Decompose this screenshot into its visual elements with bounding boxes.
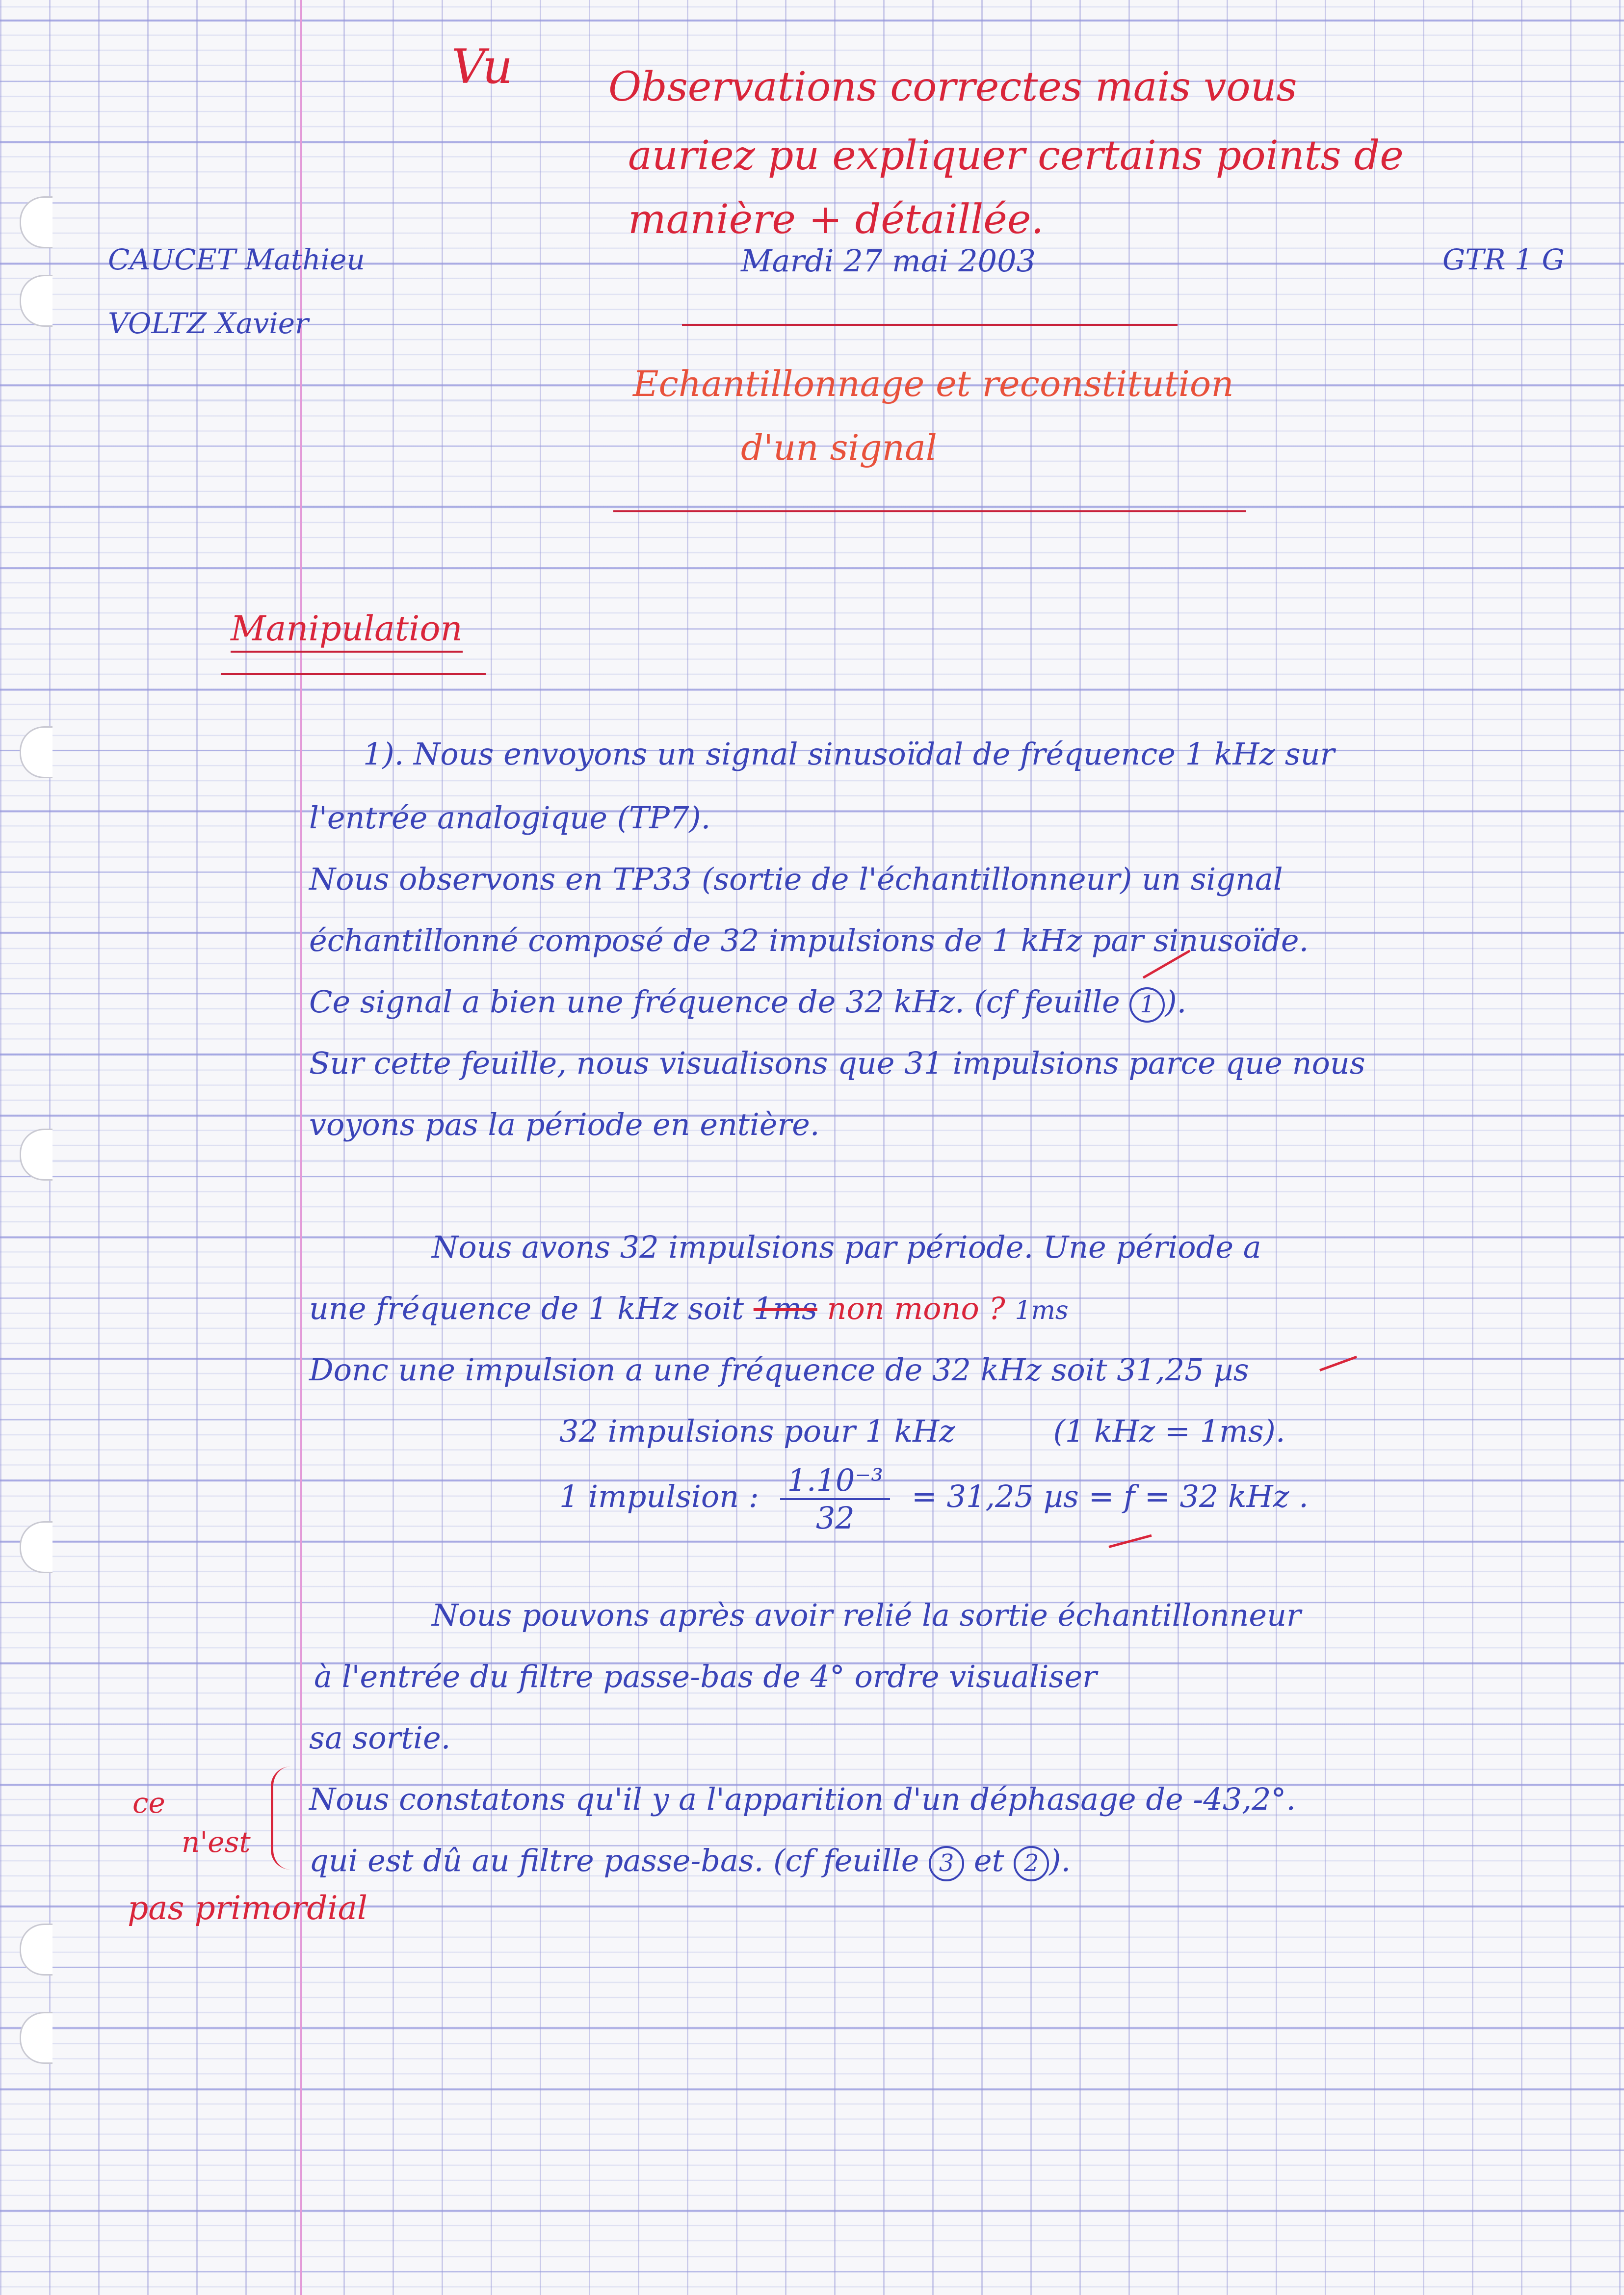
student-name: VOLTZ Xavier	[108, 307, 309, 340]
sheet-reference: 3	[929, 1846, 964, 1881]
body-line-text: et	[973, 1843, 1004, 1878]
body-line-text: ).	[1049, 1843, 1071, 1878]
sheet-reference: 1	[1129, 987, 1165, 1023]
body-line	[559, 1413, 1285, 1449]
margin-line	[300, 0, 302, 2295]
document-title: d'un signal	[741, 427, 937, 468]
binder-hole	[20, 196, 52, 248]
body-line: Nous avons 32 impulsions par période. Une période a	[432, 1229, 1261, 1265]
formula-result: = 31,25 µs = f = 32 kHz .	[911, 1478, 1309, 1515]
body-line: l'entrée analogique (TP7).	[309, 800, 711, 836]
section-heading: Manipulation	[231, 608, 463, 653]
check-mark	[1108, 1534, 1152, 1548]
body-line: Nous constatons qu'il y a l'apparition d'un déphasage de -43,2°.	[309, 1781, 1296, 1817]
body-line: Nous pouvons après avoir relié la sortie échantillonneur	[432, 1597, 1301, 1633]
binder-hole	[20, 726, 52, 778]
teacher-comment-line: Observations correctes mais vous	[608, 64, 1297, 110]
body-line	[309, 1291, 1069, 1326]
binder-hole	[20, 275, 52, 327]
check-mark	[1319, 1356, 1357, 1372]
student-name: CAUCET Mathieu	[108, 243, 365, 276]
title-rule-bottom	[613, 510, 1246, 512]
fraction-denominator: 32	[815, 1500, 855, 1536]
body-line: à l'entrée du filtre passe-bas de 4° ordre visualiser	[314, 1659, 1097, 1694]
title-rule-top	[682, 324, 1178, 326]
binder-hole	[20, 2012, 52, 2064]
binder-hole	[20, 1924, 52, 1976]
body-line-text: une fréquence de 1 kHz soit	[309, 1291, 744, 1326]
sheet-reference: 2	[1014, 1846, 1049, 1881]
teacher-grade: Vu	[451, 39, 513, 94]
body-line: échantillonné composé de 32 impulsions de 1 kHz par sinusoïde.	[309, 923, 1309, 958]
body-line-text: qui est dû au filtre passe-bas. (cf feuille	[309, 1843, 919, 1878]
body-line-text: 32 impulsions pour 1 kHz	[559, 1413, 955, 1449]
fraction-numerator: 1.10⁻³	[780, 1462, 890, 1500]
body-line: voyons pas la période en entière.	[309, 1107, 820, 1142]
document-title: Echantillonnage et reconstitution	[633, 363, 1234, 404]
body-line: Ce signal a bien une fréquence de 32 kHz. (cf feuille 1 ).	[309, 984, 1186, 1023]
document-date: Mardi 27 mai 2003	[741, 243, 1036, 279]
body-line: Sur cette feuille, nous visualisons que 31 impulsions parce que nous	[309, 1045, 1365, 1081]
class-group: GTR 1 G	[1442, 243, 1565, 276]
margin-comment: n'est	[182, 1825, 251, 1859]
binder-hole	[20, 1521, 52, 1573]
body-line: sa sortie.	[309, 1720, 451, 1756]
body-line	[559, 1462, 1309, 1536]
teacher-comment-line: manière + détaillée.	[628, 196, 1044, 243]
fraction	[780, 1462, 890, 1536]
binder-hole	[20, 1129, 52, 1181]
body-line-text: Ce signal a bien une fréquence de 32 kHz. (cf feuille	[309, 984, 1120, 1020]
formula-label: 1 impulsion :	[559, 1478, 759, 1515]
body-line	[309, 1843, 1071, 1881]
margin-comment: ce	[132, 1786, 165, 1820]
margin-comment: pas primordial	[128, 1889, 368, 1927]
teacher-comment-line: auriez pu expliquer certains points de	[628, 132, 1404, 179]
correction-note: non mono ?	[827, 1291, 1005, 1326]
body-line-text: 1ms	[1015, 1296, 1069, 1325]
body-line: Donc une impulsion a une fréquence de 32 kHz soit 31,25 µs	[309, 1352, 1249, 1388]
section-heading-underline	[221, 673, 486, 675]
body-line: Nous observons en TP33 (sortie de l'échantillonneur) un signal	[309, 861, 1283, 897]
body-line-text: (1 kHz = 1ms).	[1053, 1413, 1285, 1449]
margin-bracket	[271, 1767, 293, 1870]
struck-value: 1ms	[753, 1291, 817, 1326]
body-line: 1). Nous envoyons un signal sinusoïdal de fréquence 1 kHz sur	[363, 736, 1335, 772]
